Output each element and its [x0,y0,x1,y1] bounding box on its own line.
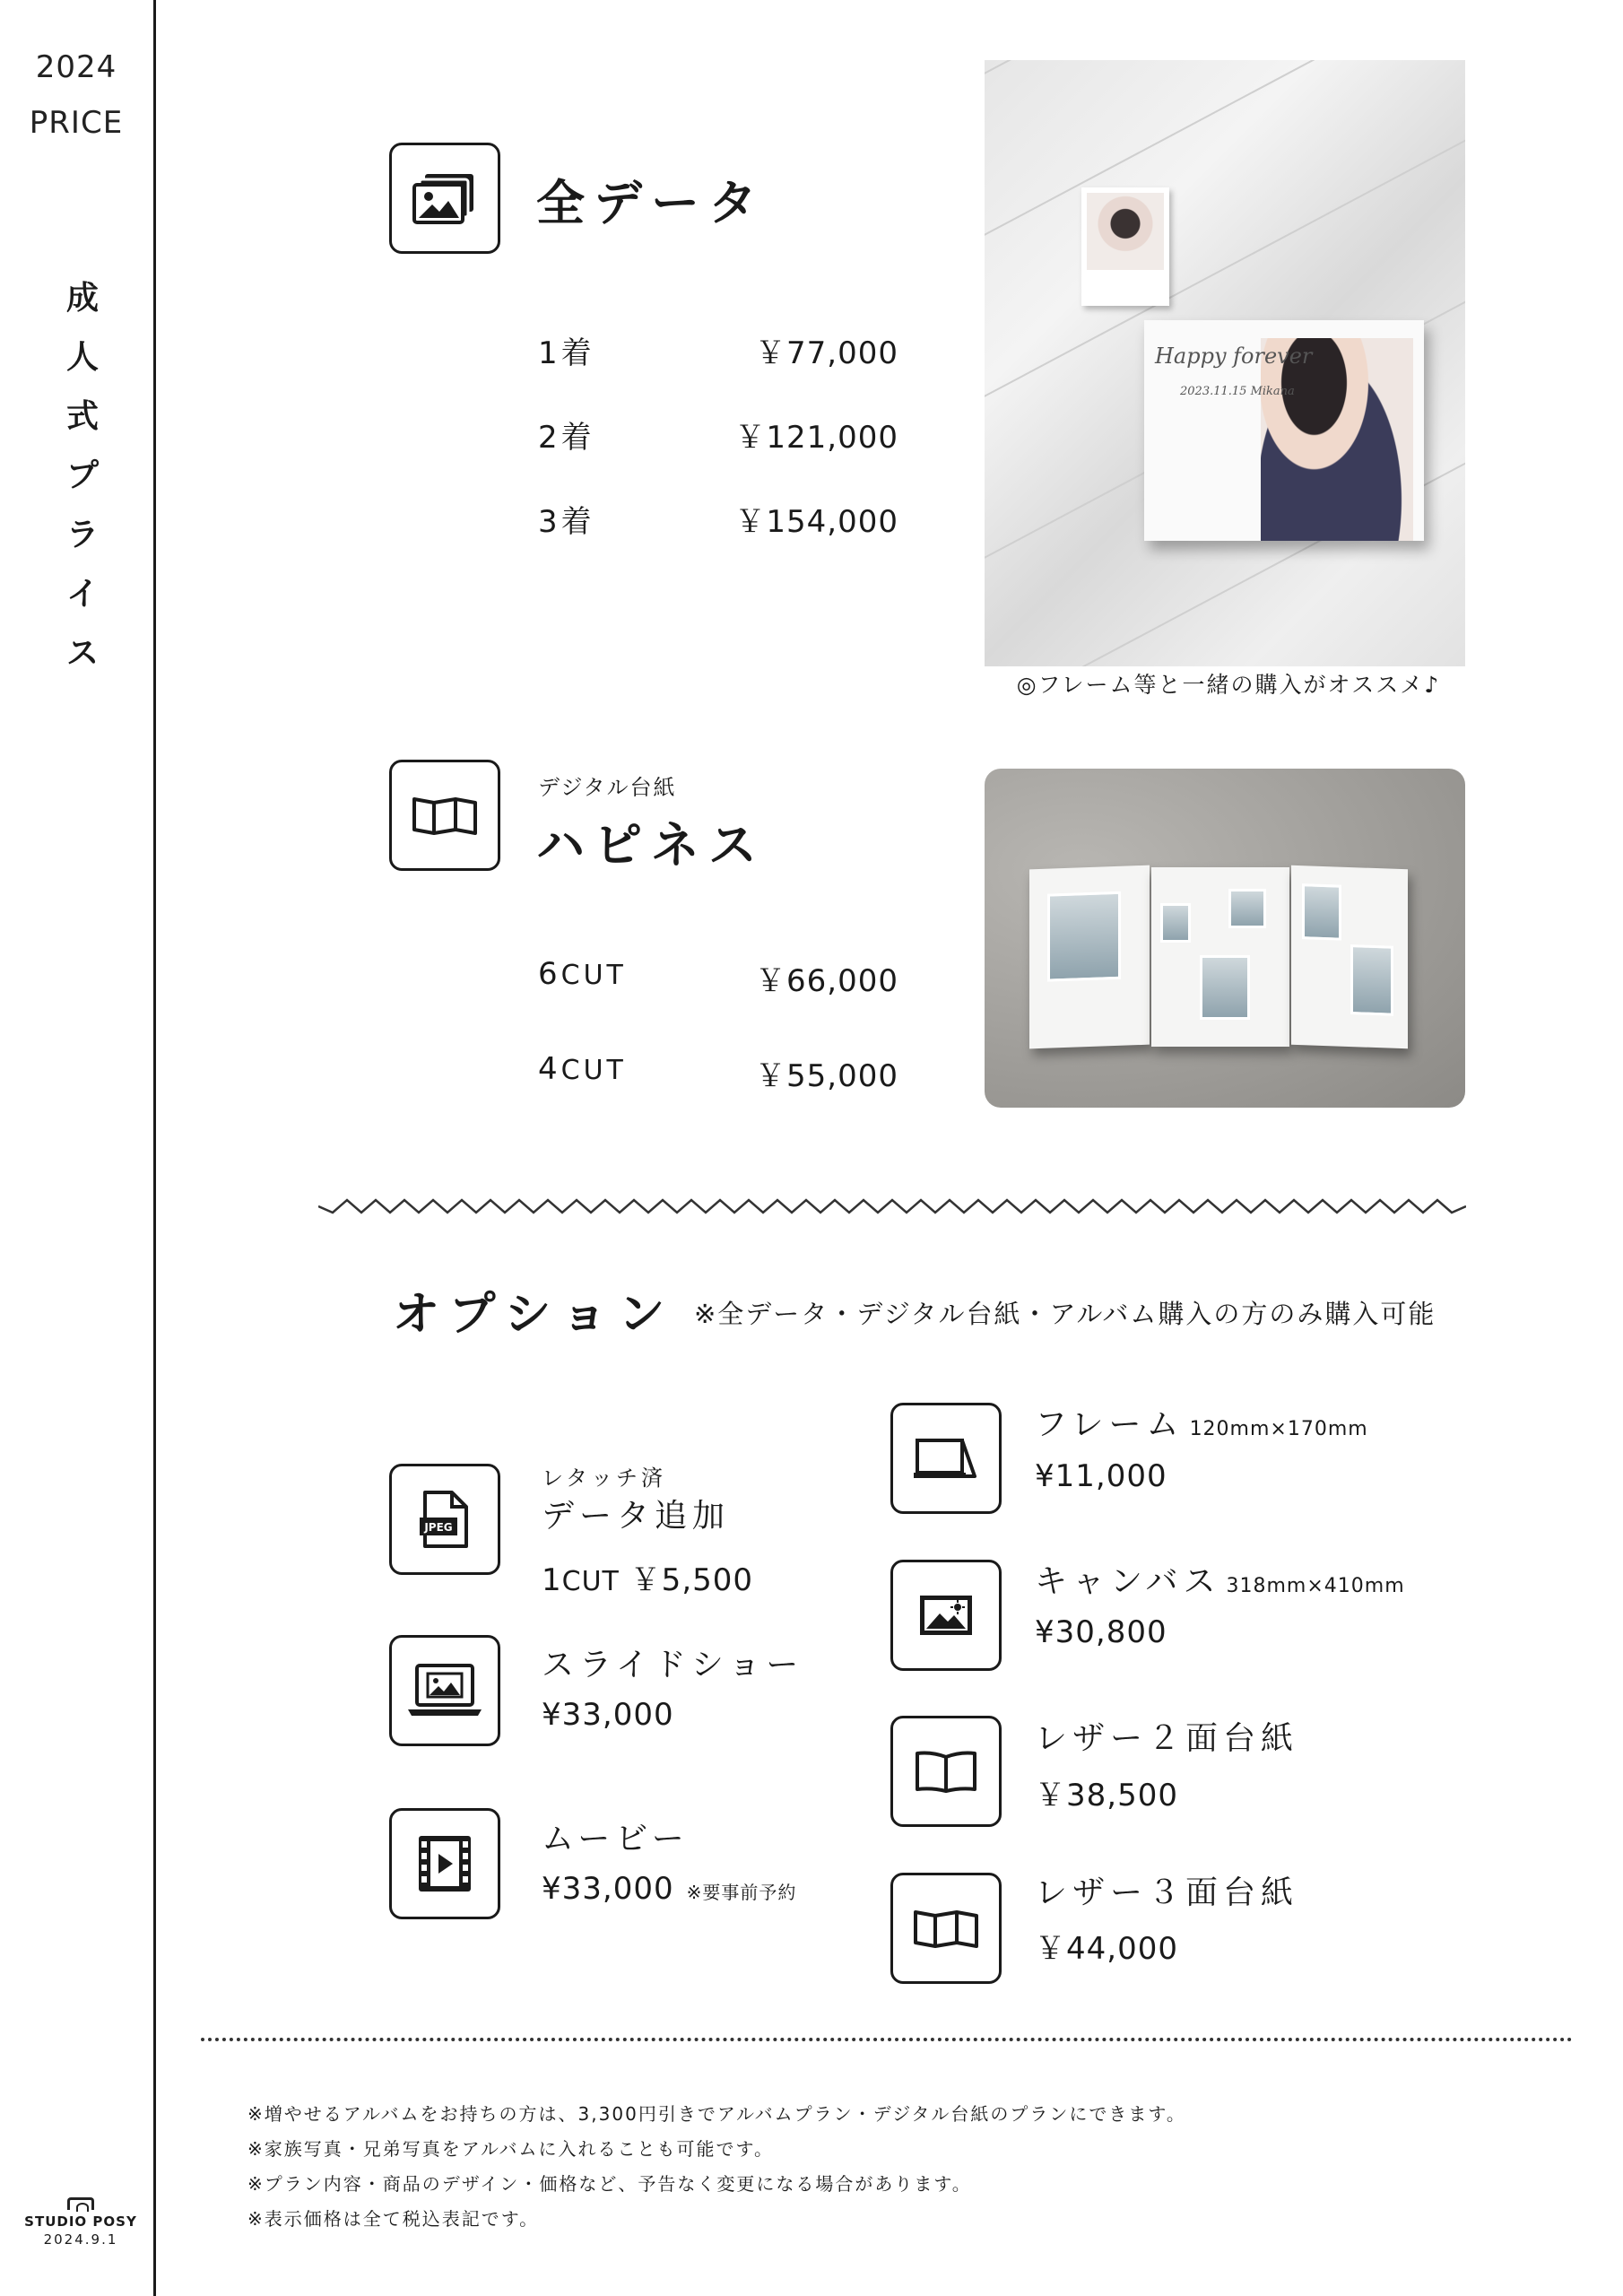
happiness-subtitle: デジタル台紙 [538,775,677,800]
album-date-text: 2023.11.15 Mikana [1180,385,1295,398]
album-cover [1144,320,1424,541]
year-label [0,39,152,151]
vertical-title-char: イ [65,576,99,613]
movie-note: ※要事前予約 [686,1882,797,1903]
studio-logo-icon [67,2197,94,2210]
studio-logo [18,2197,143,2248]
price-label: PRICE [29,105,124,141]
canvas-name: キャンバス 318mm×410mm [1035,1563,1405,1600]
slideshow-price: ¥33,000 [542,1697,674,1733]
leather3-price: ￥44,000 [1035,1931,1178,1967]
price-row-label: 2着 [538,420,595,456]
frame-name: フレーム 120mm×170mm [1035,1406,1368,1443]
footnote: ※増やせるアルバムをお持ちの方は、3,300円引きでアルバムプラン・デジタル台紙のプランにできます。 [247,2103,1186,2125]
price-row-label: 3着 [538,504,595,540]
footnote: ※家族写真・兄弟写真をアルバムに入れることも可能です。 [247,2138,774,2160]
price-row [538,497,898,551]
movie-name: ムービー [542,1821,690,1857]
digital-album-photo [985,769,1465,1108]
price-row [538,413,898,466]
frame-size: 120mm×170mm [1189,1418,1368,1440]
price-row [538,956,898,1010]
photo-frame-icon [890,1403,1002,1514]
vertical-title-char: ス [65,635,99,672]
data-add-sub: レタッチ済 [542,1465,667,1491]
left-divider-line [153,0,156,2296]
price-row-value: ￥121,000 [734,420,898,456]
photos-icon [389,143,500,254]
vertical-title-char: ラ [65,517,99,553]
price-row-value: ￥55,000 [755,1058,898,1094]
vertical-title-char: 成 [65,280,99,317]
frame-price: ¥11,000 [1035,1458,1167,1494]
vertical-title [56,269,109,683]
options-title: オプション [393,1288,676,1342]
price-row-label: 1着 [538,335,595,371]
price-row-value: ￥154,000 [734,504,898,540]
leather2-name: レザー２面台紙 [1035,1720,1299,1757]
vertical-title-char: 人 [65,339,99,376]
three-panel-album-icon [890,1873,1002,1984]
film-icon [389,1808,500,1919]
data-add-name: データ追加 [542,1498,731,1535]
dotted-divider [201,2038,1573,2041]
canvas-size: 318mm×410mm [1226,1575,1405,1597]
year: 2024 [35,49,117,85]
studio-name: STUDIO POSY [24,2213,137,2230]
movie-price: ¥33,000 ※要事前予約 [542,1871,797,1907]
footnote: ※プラン内容・商品のデザイン・価格など、予告なく変更になる場合があります。 [247,2173,972,2195]
all-data-product-photo [985,60,1465,666]
all-data-caption: ◎フレーム等と一緒の購入がオススメ♪ [1016,672,1441,698]
issue-date: 2024.9.1 [43,2231,118,2248]
two-panel-album-icon [890,1716,1002,1827]
price-row [538,1051,898,1105]
price-row-label: 4CUT [538,1051,627,1087]
slideshow-name: スライドショー [542,1647,804,1683]
canvas-icon [890,1560,1002,1671]
jpeg-file-icon [389,1464,500,1575]
album-script-text: Happy forever [1155,344,1313,369]
jpeg-label: JPEG [424,1521,453,1534]
laptop-icon [389,1635,500,1746]
leather3-name: レザー３面台紙 [1035,1874,1299,1911]
leather2-price: ￥38,500 [1035,1778,1178,1813]
price-row-value: ￥77,000 [755,335,898,371]
price-row-label: 6CUT [538,956,627,992]
options-note: ※全データ・デジタル台紙・アルバム購入の方のみ購入可能 [694,1299,1436,1329]
vertical-title-char: 式 [65,398,99,435]
price-row-value: ￥66,000 [755,963,898,999]
canvas-price: ¥30,800 [1035,1614,1167,1650]
data-add-price: 1CUT ￥5,500 [542,1562,754,1598]
all-data-title: 全データ [536,175,766,231]
vertical-title-char: プ [65,457,99,494]
print-card [1081,187,1169,306]
footnote: ※表示価格は全て税込表記です。 [247,2208,540,2230]
price-row [538,328,898,382]
folding-album-icon [389,760,500,871]
happiness-title: ハピネス [536,817,766,874]
footnotes [247,2097,1186,2237]
wave-divider [318,1193,1466,1220]
